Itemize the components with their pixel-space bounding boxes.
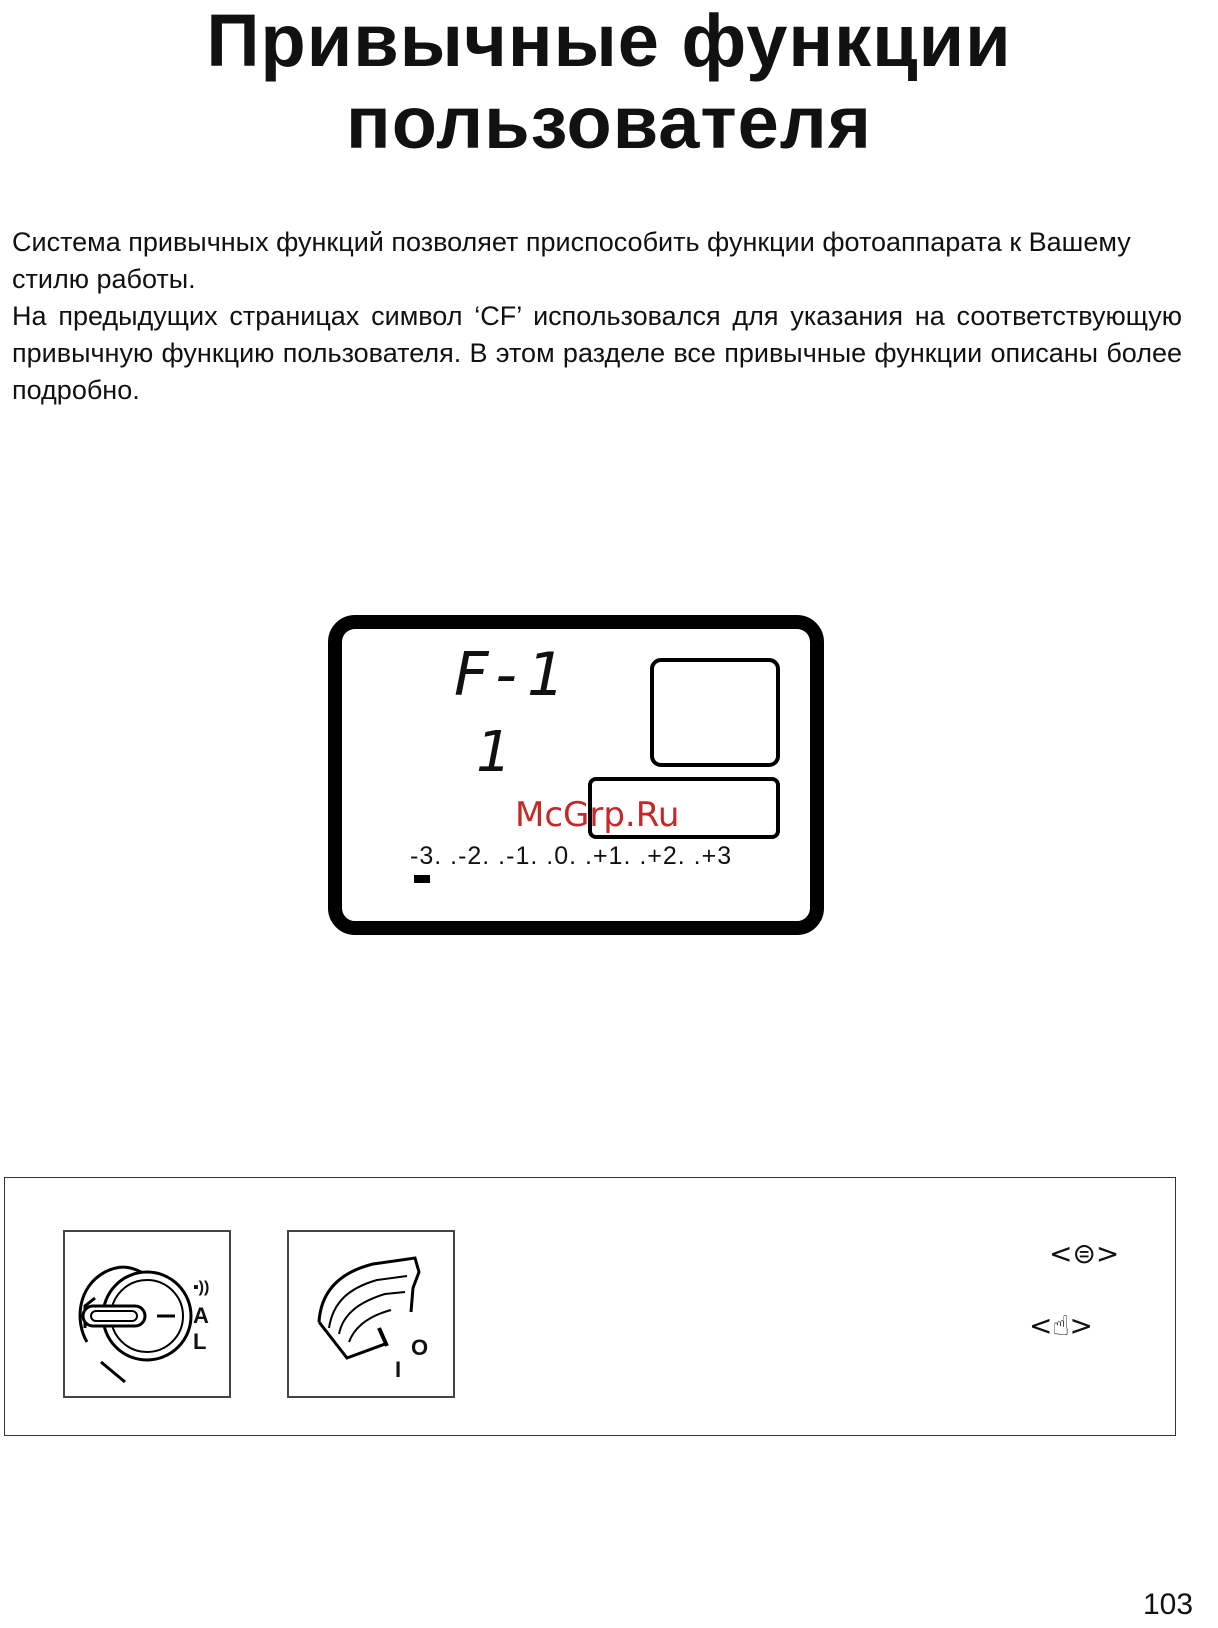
intro-text xyxy=(12,224,1182,409)
lcd-setting-value: 1 xyxy=(476,720,512,785)
page-number: 103 xyxy=(1143,1588,1194,1621)
lcd-outer-frame xyxy=(335,622,817,928)
intro-paragraph-2: На предыдущих страницах символ ‘CF’ использовался для указания на соответствующую привычную функцию пользователя. В этом разделе все привычные функции описаны более подробно. xyxy=(12,301,1182,405)
lcd-exposure-scale: -3. .-2. .-1. .0. .+1. .+2. .+3 xyxy=(410,842,733,870)
power-switch-icon xyxy=(287,1230,455,1398)
note-box xyxy=(4,1177,1176,1436)
mode-dial-icon xyxy=(63,1230,231,1398)
lcd-frame xyxy=(328,615,824,935)
dial-mark-l: L xyxy=(193,1329,207,1354)
dial-mark-beep: ▪)) xyxy=(193,1279,210,1296)
custom-function-symbol-1: <⊜> xyxy=(1049,1237,1120,1270)
title-line-1: Привычные функции xyxy=(206,0,1012,82)
dial-mark-a: A xyxy=(193,1303,209,1328)
watermark: McGrp.Ru xyxy=(515,795,680,835)
lcd-function-code: F-1 xyxy=(454,640,576,710)
lcd-scale-indicator xyxy=(414,875,430,883)
title-line-2: пользователя xyxy=(346,81,872,164)
switch-mark-on: I xyxy=(395,1357,402,1382)
intro-paragraph-1: Система привычных функций позволяет приспособить функции фотоаппарата к Вашему стилю работы. xyxy=(12,227,1131,294)
custom-function-symbol-2: <☝> xyxy=(1029,1309,1093,1342)
lcd-panel-illustration xyxy=(328,615,824,935)
switch-mark-off: O xyxy=(411,1335,429,1360)
page-title xyxy=(0,0,1218,164)
